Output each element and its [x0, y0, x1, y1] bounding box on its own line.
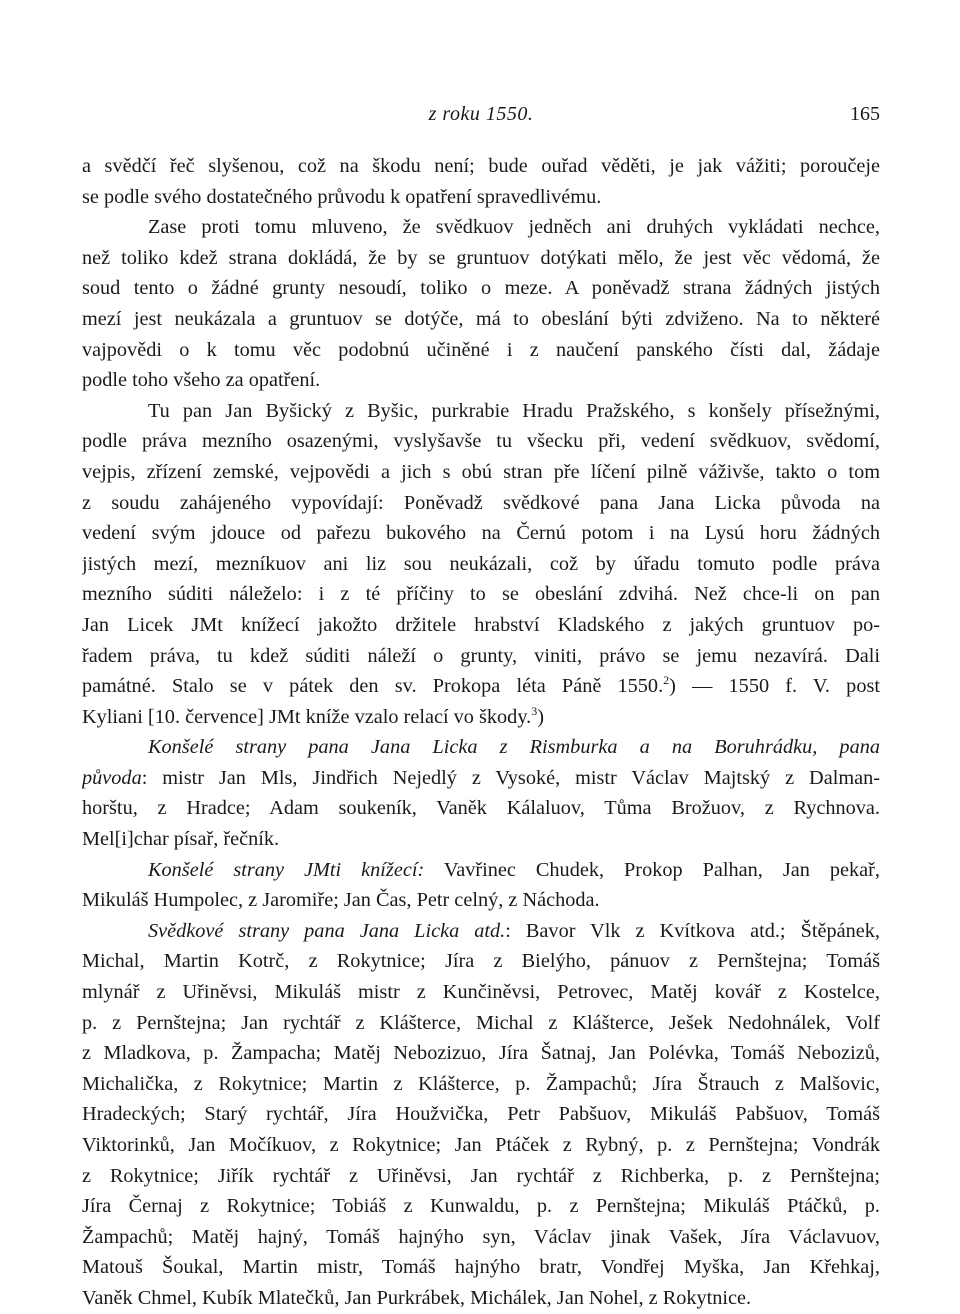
text-line: Viktorinků, Jan Močíkuov, z Rokytnice; Jan Ptáček z Rybný, p. z Pernštejna; Vondrák [82, 1134, 880, 1156]
text-line: soud tento o žádné grunty nesoudí, toliko o meze. A poněvadž strana žádných jistých [82, 277, 880, 300]
text-segment: Vavřinec Chudek, Prokop Palhan, Jan pekař, [424, 858, 880, 881]
page-header [82, 103, 880, 133]
text-line: řadem práva, tu kdež súditi náleží o grunty, viniti, právo se jemu nezavírá. Dali [82, 644, 880, 667]
text-line [82, 732, 880, 763]
text-line: Jan Licek JMt knížecí jakožto držitele hrabství Kladského z jakých gruntuov po- [82, 613, 880, 636]
text-line: Jíra Černaj z Rokytnice; Tobiáš z Kunwaldu, p. z Pernštejna; Mikuláš Ptáčků, p. [82, 1195, 880, 1218]
running-title: z roku 1550. [428, 103, 534, 125]
text-line: mezního súditi náleželo: i z té příčiny to se obeslání zdvihá. Než chce-li on pan [82, 583, 880, 606]
text-line: vejpis, zřízení zemské, vejpovědi a jich s obú stran pře líčení pilně váživše, takto o tom [82, 460, 880, 483]
text-line: Michal, Martin Kotrč, z Rokytnice; Jíra z Bielýho, pánuov z Pernštejna; Tomáš [82, 950, 880, 973]
text-line: podle toho všeho za opatření. [82, 369, 321, 392]
text-line [82, 916, 880, 947]
text-line: podle práva mezního osazenými, vyslyšavše tu všecku při, vedení svědkuov, svědomí, [82, 430, 880, 453]
text-line: Matouš Šoukal, Martin mistr, Tomáš hajnýho bratr, Vondřej Myška, Jan Křehkaj, [82, 1256, 880, 1279]
text-line [82, 855, 880, 886]
italic-heading: Svědkové strany pana Jana Licka atd. [148, 919, 506, 942]
text-line: Vaněk Chmel, Kubík Mlatečků, Jan Purkrábek, Michálek, Jan Nohel, z Rokytnice. [82, 1286, 752, 1309]
text-segment: ) [537, 705, 544, 728]
page-number: 165 [850, 103, 880, 125]
italic-heading: Konšelé strany pana Jana Licka z Rismburka a na Boruhrádku, pana [148, 736, 880, 759]
text-line: Hradeckých; Starý rychtář, Jíra Houžvička, Petr Pabšuov, Mikuláš Pabšuov, Tomáš [82, 1103, 880, 1126]
text-line: z Rokytnice; Jiřík rychtář z Uřiněvsi, Jan rychtář z Richberka, p. z Pernštejna; [82, 1164, 880, 1187]
text-segment: památné. Stalo se v pátek den sv. Prokopa léta Páně 1550. [82, 675, 664, 698]
text-line: Michalička, z Rokytnice; Martin z Klášterce, p. Žampachů; Jíra Štrauch z Malšovic, [82, 1072, 880, 1095]
footnote-mark: 2 [663, 673, 670, 688]
text-line: z soudu zahájeného vypovídají: Poněvadž svědkové pana Jana Licka původa na [82, 491, 880, 514]
text-line [82, 671, 880, 702]
text-segment: : mistr Jan Mls, Jindřich Nejedlý z Vysoké, mistr Václav Majtský z Dalman- [141, 766, 880, 789]
text-line: z Mladkova, p. Žampacha; Matěj Nebozizuo, Jíra Šatnaj, Jan Polévka, Tomáš Nebozizů, [82, 1042, 880, 1065]
italic-heading: Konšelé strany JMti knížecí: [148, 858, 425, 881]
text-line: mlynář z Uřiněvsi, Mikuláš mistr z Kunčiněvsi, Petrovec, Matěj kovář z Kostelce, [82, 981, 880, 1004]
text-line: Žampachů; Matěj hajný, Tomáš hajnýho syn, Václav jinak Vašek, Jíra Václavuov, [82, 1225, 880, 1248]
text-segment: Kyliani [10. července] JMt kníže vzalo relací vo škody. [82, 705, 532, 728]
text-segment: : Bavor Vlk z Kvítkova atd.; Štěpánek, [505, 919, 880, 942]
italic-heading: původa [82, 766, 142, 789]
text-line: Tu pan Jan Byšický z Byšic, purkrabie Hradu Pražského, s konšely přísežnými, [148, 399, 880, 422]
text-line: než toliko kdež strana dokládá, že by se gruntuov dotýkati mělo, že jest věc vědomá, že [82, 246, 880, 269]
text-line: se podle svého dostatečného průvodu k opatření spravedlivému. [82, 185, 602, 208]
text-line [82, 763, 880, 794]
text-line: p. z Pernštejna; Jan rychtář z Klášterce, Michal z Klášterce, Ješek Nedohnálek, Volf [82, 1011, 880, 1034]
text-line [82, 702, 880, 733]
text-line: a svědčí řeč slyšenou, což na škodu není; bude ouřad věděti, je jak vážiti; poroučeje [82, 155, 880, 177]
text-line: horštu, z Hradce; Adam soukeník, Vaněk Kálaluov, Tůma Brožuov, z Rychnova. [82, 797, 880, 820]
footnote-mark: 3 [531, 703, 538, 718]
text-line: vajpovědi o k tomu věc podobnú učiněné i z naučení panského čísti dal, žádaje [82, 338, 880, 361]
text-line: Mikuláš Humpolec, z Jaromiře; Jan Čas, Petr celný, z Náchoda. [82, 889, 600, 912]
text-segment: ) — 1550 f. V. post [669, 675, 880, 698]
body-text [82, 151, 880, 1314]
text-line: jistých mezí, mezníkuov ani liz sou neukázali, což by úřadu tomuto podle práva [82, 552, 880, 575]
text-line: Zase proti tomu mluveno, že svědkuov jedněch ani druhých vykládati nechce, [148, 216, 880, 239]
text-line: mezí jest neukázala a gruntuov se dotýče, má to obeslání býti zdviženo. Na to některé [82, 307, 880, 330]
text-line: vedení svým jdouce od pařezu bukového na Černú potom i na Lysú horu žádných [82, 522, 880, 545]
text-line: Mel[i]char písař, řečník. [82, 828, 280, 851]
